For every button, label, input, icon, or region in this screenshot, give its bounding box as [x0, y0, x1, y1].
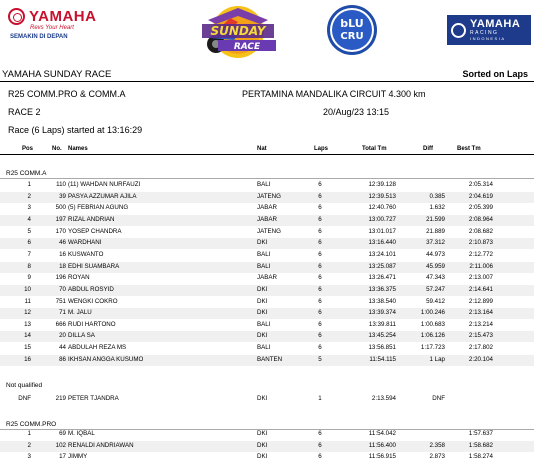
blu-text: bLU — [340, 17, 364, 30]
cell-nat: BALI — [257, 344, 271, 352]
cell-nat: JABAR — [257, 204, 277, 212]
cell-nat: JATENG — [257, 227, 281, 235]
cell-name: EDHI SUAMBARA — [68, 262, 120, 270]
table-row — [0, 394, 534, 405]
cell-name: WENGKI COKRO — [68, 297, 118, 305]
col-total: Total Tm — [362, 146, 387, 152]
table-row — [0, 285, 534, 296]
col-name: Names — [68, 146, 88, 152]
cell-name: IKHSAN ANGGA KUSUMO — [68, 355, 144, 363]
cell-laps: 6 — [318, 441, 322, 449]
cell-no: 170 — [55, 227, 66, 235]
results-header — [0, 69, 534, 82]
table-row — [0, 250, 534, 261]
cell-best: 2:13.007 — [468, 274, 493, 282]
cell-diff: 44.973 — [426, 250, 445, 258]
cell-name: PASYA AZZUMAR AJILA — [68, 192, 137, 200]
cell-no: 20 — [59, 332, 66, 340]
cell-no: 70 — [59, 285, 66, 293]
cell-laps: 6 — [318, 320, 322, 328]
cell-pos: 10 — [24, 285, 31, 293]
cell-best: 2:13.164 — [468, 309, 493, 317]
table-row — [0, 429, 534, 440]
table-row — [0, 308, 534, 319]
cell-diff: 2.358 — [429, 441, 445, 449]
cell-no: 219 — [55, 395, 66, 402]
cell-diff: 37.312 — [426, 239, 445, 247]
cell-laps: 6 — [318, 262, 322, 270]
cell-best: 2:14.641 — [468, 285, 493, 293]
tuning-fork-icon — [8, 8, 25, 25]
cell-best: 2:08.964 — [468, 215, 493, 223]
cell-nat: BANTEN — [257, 355, 283, 363]
table-row — [0, 180, 534, 191]
table-row — [0, 343, 534, 354]
cell-nat: DKI — [257, 441, 268, 449]
race-date: 20/Aug/23 13:15 — [323, 107, 390, 117]
cell-total: 12:39.128 — [368, 181, 396, 188]
table-row — [0, 452, 534, 463]
cell-name: KUSWANTO — [68, 250, 104, 258]
cell-laps: 6 — [318, 309, 322, 317]
cell-laps: 6 — [318, 453, 322, 461]
cell-name: (5) FEBRIAN AGUNG — [68, 204, 129, 212]
cell-diff: 1 Lap — [429, 355, 445, 363]
cell-diff: 59.412 — [426, 297, 445, 305]
tuning-fork-white-icon — [451, 23, 466, 38]
cell-best: 2:04.619 — [468, 192, 493, 200]
cell-diff: 1:06.126 — [420, 332, 445, 340]
cell-pos: DNF — [18, 395, 31, 402]
cell-name: RIZAL ANDRIAN — [68, 215, 115, 223]
cell-nat: JATENG — [257, 192, 281, 200]
col-diff: Diff — [423, 146, 433, 152]
cell-nat: JABAR — [257, 215, 277, 223]
race-name: RACE 2 — [8, 107, 41, 117]
cell-laps: 1 — [318, 395, 322, 402]
cell-diff: 45.959 — [426, 262, 445, 270]
cell-no: 110 — [56, 181, 66, 188]
group-label-nq: Not qualified — [6, 382, 43, 389]
cell-best: 2:12.772 — [468, 250, 493, 258]
cell-nat: DKI — [257, 453, 268, 461]
cell-pos: 13 — [24, 320, 31, 328]
cell-nat: BALI — [257, 320, 271, 328]
cell-nat: DKI — [257, 309, 268, 317]
cru-text: CRU — [340, 31, 364, 42]
cell-total: 13:39.811 — [368, 320, 396, 328]
cell-diff: 2.873 — [429, 453, 445, 461]
cell-name: DILLA SA — [68, 332, 95, 340]
cell-best: 2:20.104 — [468, 355, 493, 363]
yamaha-tagline: Revs Your Heart — [30, 25, 74, 31]
cell-diff: 57.247 — [426, 285, 445, 293]
cell-laps: 6 — [318, 430, 322, 437]
circuit-name: PERTAMINA MANDALIKA CIRCUIT 4.300 km — [242, 89, 426, 99]
cell-name: PETER TJANDRA — [68, 395, 119, 402]
race-text: RACE — [233, 42, 261, 52]
cell-laps: 6 — [318, 332, 322, 340]
cell-no: 46 — [59, 239, 66, 247]
cell-laps: 5 — [318, 355, 322, 363]
cell-best: 2:08.682 — [468, 227, 493, 235]
cell-total: 13:39.374 — [368, 309, 396, 317]
cell-pos: 7 — [27, 250, 31, 258]
cell-nat: JABAR — [257, 274, 277, 282]
cell-total: 13:26.471 — [368, 274, 396, 282]
cell-nat: BALI — [257, 262, 271, 270]
cell-laps: 6 — [318, 344, 322, 352]
cell-name: JIMMY — [68, 453, 88, 461]
cell-pos: 4 — [27, 215, 31, 223]
cell-no: 71 — [59, 309, 66, 317]
class-name: R25 COMM.PRO & COMM.A — [8, 89, 126, 99]
cell-pos: 2 — [27, 441, 31, 449]
cell-laps: 6 — [318, 274, 322, 282]
cell-best: 1:58.682 — [468, 441, 493, 449]
cell-best: 2:05.399 — [468, 204, 493, 212]
cell-nat: DKI — [257, 297, 268, 305]
racing-subline: RACING — [470, 30, 499, 36]
cell-laps: 6 — [318, 239, 322, 247]
table-row — [0, 192, 534, 203]
cell-total: 13:00.727 — [368, 215, 396, 223]
table-row — [0, 355, 534, 366]
table-row — [0, 203, 534, 214]
table-row — [0, 441, 534, 452]
cell-best: 2:05.314 — [468, 181, 493, 188]
cell-pos: 15 — [24, 344, 31, 352]
cell-total: 13:56.851 — [368, 344, 396, 352]
cell-pos: 14 — [24, 332, 31, 340]
cell-best: 2:10.873 — [468, 239, 493, 247]
table-row — [0, 227, 534, 238]
cell-laps: 6 — [318, 181, 322, 188]
cell-name: ABDULAH REZA MS — [68, 344, 127, 352]
cell-laps: 6 — [318, 297, 322, 305]
cell-name: M. JALU — [68, 309, 92, 317]
col-no: No. — [52, 146, 62, 152]
cell-no: 44 — [59, 344, 66, 352]
cell-pos: 1 — [27, 181, 31, 188]
cell-no: 18 — [59, 262, 66, 270]
table-row — [0, 297, 534, 308]
col-pos: Pos — [22, 146, 34, 152]
cell-pos: 1 — [27, 430, 31, 437]
cell-name: (11) WAHDAN NURFAUZI — [68, 181, 141, 188]
group-label-pro: R25 COMM.PRO — [6, 421, 57, 428]
cell-diff: 1.632 — [429, 204, 445, 212]
cell-diff: 1:00.246 — [420, 309, 445, 317]
cell-best: 2:15.473 — [468, 332, 493, 340]
cell-pos: 3 — [27, 453, 31, 461]
cell-best: 1:57.637 — [468, 430, 493, 437]
cell-diff: 21.599 — [426, 215, 445, 223]
cell-total: 13:01.017 — [368, 227, 396, 235]
cell-no: 751 — [55, 297, 66, 305]
cell-nat: BALI — [257, 250, 271, 258]
col-nat: Nat — [257, 146, 267, 152]
cell-pos: 3 — [27, 204, 31, 212]
table-row — [0, 320, 534, 331]
cell-name: RENALDI ANDRIAWAN — [68, 441, 134, 449]
cell-no: 69 — [59, 430, 66, 437]
cell-total: 11:54.115 — [369, 355, 396, 363]
cell-best: 2:12.899 — [468, 297, 493, 305]
table-row — [0, 273, 534, 284]
cell-diff: 47.343 — [426, 274, 445, 282]
table-row — [0, 331, 534, 342]
cell-nat: DKI — [257, 285, 268, 293]
cell-nat: DKI — [257, 332, 268, 340]
page-title: YAMAHA SUNDAY RACE — [2, 69, 112, 80]
yamaha-racing-logo — [447, 15, 531, 45]
cell-pos: 6 — [27, 239, 31, 247]
cell-best: 2:11.006 — [469, 262, 493, 270]
cell-diff: 1:17.723 — [420, 344, 445, 352]
cell-laps: 6 — [318, 285, 322, 293]
col-laps: Laps — [314, 146, 329, 152]
header-divider — [0, 154, 534, 155]
cell-name: YOSEP CHANDRA — [68, 227, 122, 235]
table-row — [0, 238, 534, 249]
cell-pos: 9 — [27, 274, 31, 282]
cell-diff: 21.889 — [426, 227, 445, 235]
cell-no: 196 — [55, 274, 66, 282]
cell-total: 11:54.042 — [368, 430, 396, 437]
racing-wordmark: YAMAHA — [470, 18, 521, 30]
cell-no: 500 — [55, 204, 66, 212]
cell-best: 1:58.274 — [468, 453, 493, 461]
cell-total: 13:38.540 — [368, 297, 396, 305]
cell-nat: BALI — [257, 181, 271, 188]
cell-total: 13:36.375 — [368, 285, 396, 293]
cell-no: 39 — [59, 192, 66, 200]
cell-no: 86 — [59, 355, 66, 363]
cell-laps: 6 — [318, 215, 322, 223]
logo-banner — [0, 0, 534, 62]
cell-total: 12:40.760 — [368, 204, 396, 212]
cell-pos: 11 — [24, 297, 31, 305]
cell-total: 2:13.594 — [371, 395, 396, 402]
cell-no: 102 — [55, 441, 66, 449]
col-best: Best Tm — [457, 146, 481, 152]
cell-diff: DNF — [432, 395, 445, 402]
racing-country: INDONESIA — [470, 36, 506, 41]
cell-name: M. IQBAL — [68, 430, 95, 437]
cell-total: 13:24.101 — [368, 250, 396, 258]
cell-diff: 0.385 — [429, 192, 445, 200]
cell-diff: 1:00.683 — [420, 320, 445, 328]
cell-pos: 2 — [27, 192, 31, 200]
race-start: Race (6 Laps) started at 13:16:29 — [8, 125, 143, 135]
cell-no: 197 — [55, 215, 66, 223]
cell-no: 666 — [55, 320, 66, 328]
cell-total: 13:16.440 — [368, 239, 396, 247]
cell-laps: 6 — [318, 192, 322, 200]
cell-best: 2:17.802 — [468, 344, 493, 352]
cell-pos: 5 — [27, 227, 31, 235]
yamaha-subline: SEMAKIN DI DEPAN — [10, 34, 68, 40]
cell-best: 2:13.214 — [468, 320, 493, 328]
cell-pos: 12 — [24, 309, 31, 317]
cell-name: ROYAN — [68, 274, 90, 282]
cell-name: RUDI HARTONO — [68, 320, 116, 328]
yamaha-wordmark: YAMAHA — [29, 8, 97, 25]
sunday-race-logo — [168, 2, 308, 58]
cell-laps: 6 — [318, 204, 322, 212]
blucru-logo — [326, 4, 378, 56]
cell-name: WARDHANI — [68, 239, 102, 247]
cell-name: ABDUL ROSYID — [68, 285, 114, 293]
yamaha-logo-left — [8, 8, 108, 52]
cell-pos: 8 — [27, 262, 31, 270]
cell-total: 13:45.254 — [368, 332, 396, 340]
table-row — [0, 262, 534, 273]
cell-nat: DKI — [257, 395, 268, 402]
cell-pos: 16 — [24, 355, 31, 363]
cell-total: 11:56.400 — [368, 441, 396, 449]
cell-nat: DKI — [257, 239, 268, 247]
group-label-a: R25 COMM.A — [6, 170, 47, 177]
cell-laps: 6 — [318, 227, 322, 235]
cell-no: 16 — [59, 250, 66, 258]
sunday-text: SUNDAY — [210, 24, 266, 38]
group-divider-a — [0, 178, 534, 179]
cell-laps: 6 — [318, 250, 322, 258]
cell-total: 11:56.915 — [368, 453, 396, 461]
cell-nat: DKI — [257, 430, 268, 437]
table-row — [0, 215, 534, 226]
cell-total: 12:39.513 — [368, 192, 396, 200]
cell-total: 13:25.087 — [368, 262, 396, 270]
sort-indicator: Sorted on Laps — [462, 69, 528, 79]
cell-no: 17 — [59, 453, 66, 461]
